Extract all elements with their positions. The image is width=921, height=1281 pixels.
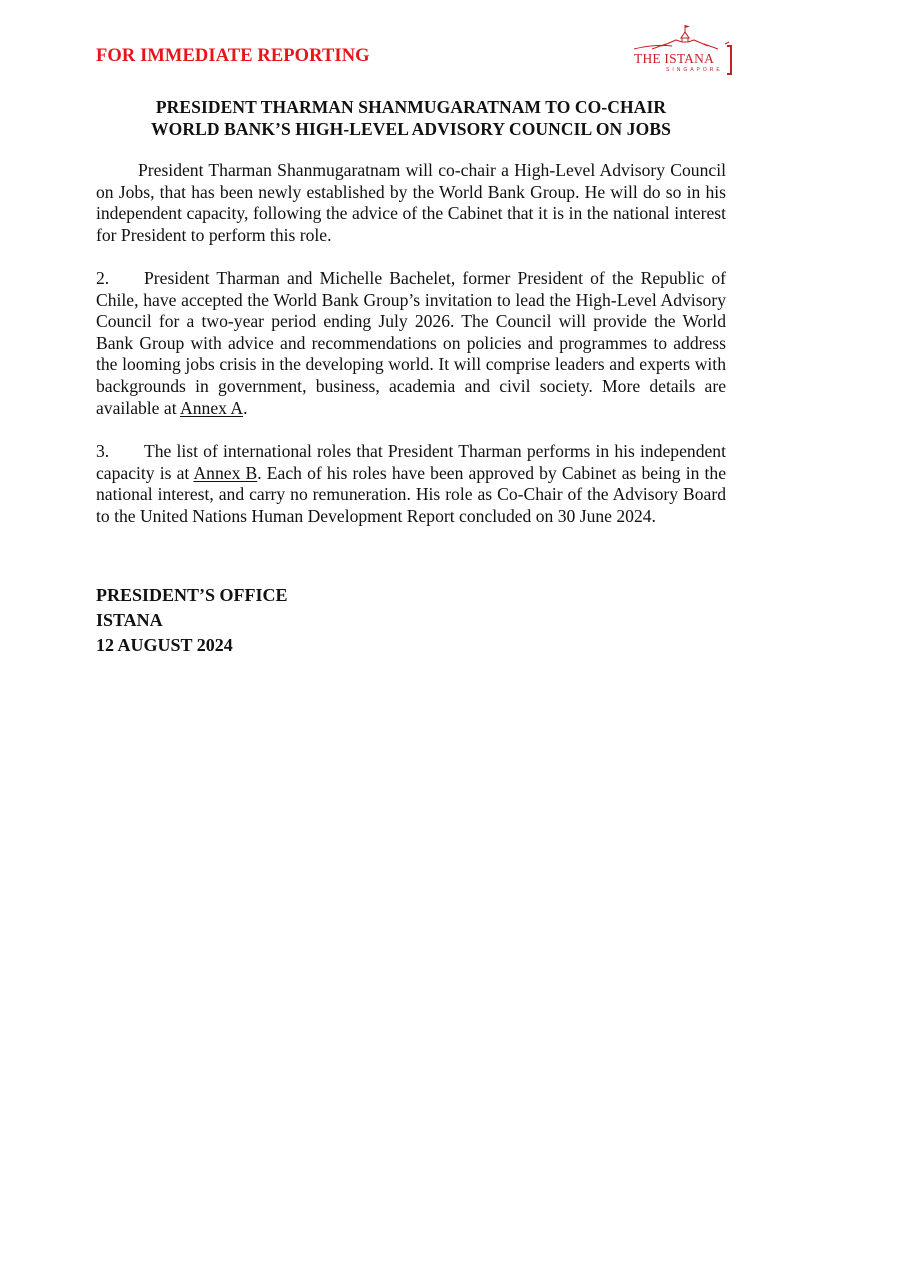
- paragraph-2-text: President Tharman and Michelle Bachelet, former President of the Republic of Chile, have accepted the World Bank Group’s invitation to lead the High-Level Advisory Council for a two-year period ending July 2026. The Council will provide the World Bank Group with advice and recommendations on policies and programmes to address the looming jobs crisis in the developing world. It will comprise leaders and experts with backgrounds in government, business, academia and civil society. More details are available at: [96, 268, 726, 418]
- logo-subtitle: SINGAPORE: [666, 67, 723, 73]
- signoff-place: ISTANA: [96, 610, 163, 630]
- logo-wordmark: THE ISTANA: [634, 51, 715, 66]
- paragraph-2: [96, 268, 726, 419]
- annex-b-link[interactable]: Annex B: [193, 462, 258, 483]
- paragraph-2-end: .: [243, 397, 248, 418]
- paragraph-3: [96, 441, 726, 527]
- paragraph-3-text-start: The list of international roles that President Tharman performs in his independent capacity is at: [96, 441, 726, 483]
- paragraph-3-text-end: . Each of his roles have been approved by Cabinet as being in the national interest, and carry no remuneration. His role as Co-Chair of the Advisory Board to the United Nations Human Development Report concluded on 30 June 2024.: [96, 462, 726, 526]
- title-line-1: PRESIDENT THARMAN SHANMUGARATNAM TO CO-CHAIR: [155, 97, 667, 117]
- signoff-date: 12 AUGUST 2024: [96, 635, 233, 655]
- istana-logo: [632, 22, 736, 78]
- signoff-office: PRESIDENT’S OFFICE: [96, 585, 288, 605]
- paragraph-number: 3.: [96, 441, 110, 461]
- title-line-2: WORLD BANK’S HIGH-LEVEL ADVISORY COUNCIL ON JOBS: [151, 119, 671, 139]
- release-tag: FOR IMMEDIATE REPORTING: [96, 46, 370, 66]
- paragraph-1: President Tharman Shanmugaratnam will co-chair a High-Level Advisory Council on Jobs, that has been newly established by the World Bank Group. He will do so in his independent capacity, following the advice of the Cabinet that it is in the national interest for President to perform this role.: [96, 160, 726, 245]
- document-title: [96, 96, 726, 140]
- paragraph-number: 2.: [96, 268, 110, 288]
- annex-a-link[interactable]: Annex A: [180, 397, 244, 418]
- signoff-block: [96, 583, 288, 658]
